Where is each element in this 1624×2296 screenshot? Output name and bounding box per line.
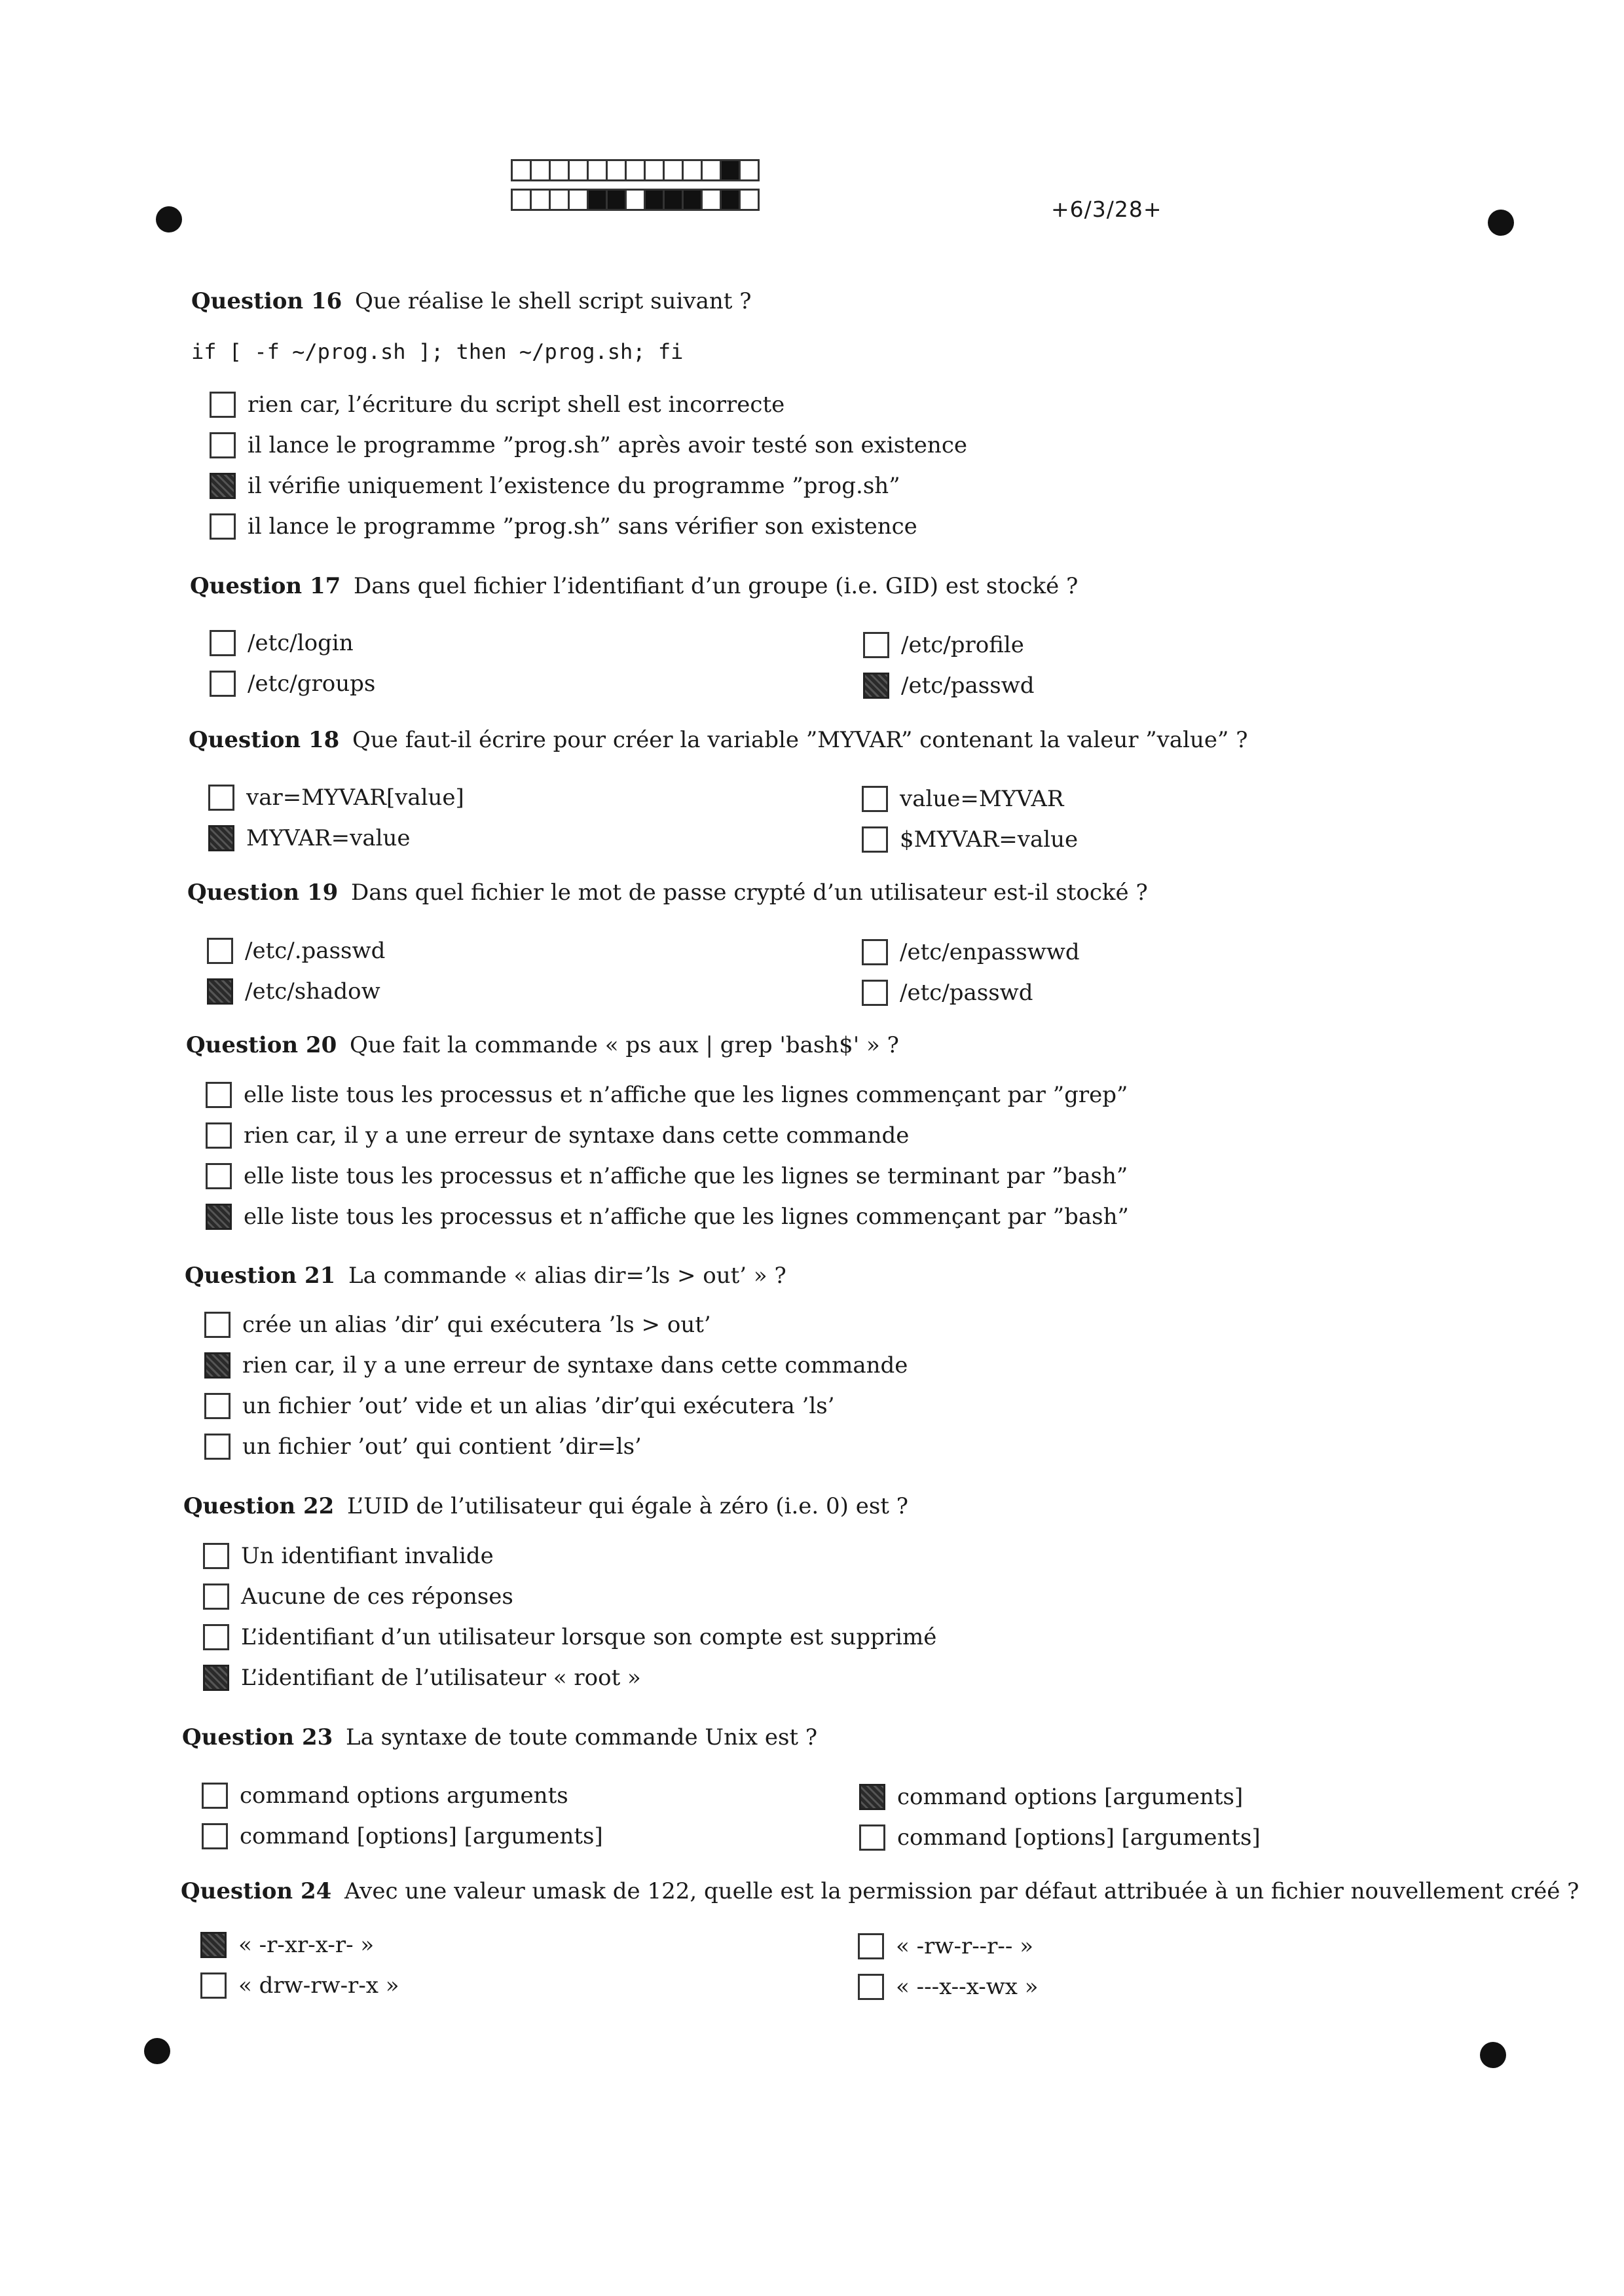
- barcode-cell: [701, 189, 722, 211]
- option-label: un fichier ’out’ vide et un alias ’dir’qui exécutera ’ls’: [242, 1393, 835, 1419]
- option-label: un fichier ’out’ qui contient ’dir=ls’: [242, 1434, 642, 1460]
- question-number: Question 22: [183, 1493, 335, 1519]
- barcode-row-2: [511, 189, 758, 211]
- checkbox[interactable]: [203, 1665, 229, 1691]
- question-number: Question 23: [182, 1724, 333, 1750]
- barcode-cell: [606, 159, 627, 181]
- checkbox[interactable]: [202, 1783, 228, 1809]
- question-20-option-2[interactable]: [206, 1122, 909, 1149]
- question-number: Question 20: [186, 1032, 337, 1058]
- question-21-option-3[interactable]: [204, 1393, 835, 1419]
- option-label: rien car, il y a une erreur de syntaxe dans cette commande: [242, 1352, 908, 1379]
- question-16-code: if [ -f ~/prog.sh ]; then ~/prog.sh; fi: [191, 339, 684, 364]
- question-22-option-4[interactable]: [203, 1665, 641, 1691]
- corner-marker-top-left: [156, 206, 182, 232]
- checkbox[interactable]: [200, 1932, 227, 1958]
- option-label: L’identifiant d’un utilisateur lorsque son compte est supprimé: [241, 1624, 937, 1650]
- question-21-option-4[interactable]: [204, 1434, 642, 1460]
- option-label: rien car, il y a une erreur de syntaxe dans cette commande: [244, 1122, 910, 1149]
- question-21-title: [185, 1263, 786, 1289]
- question-23-title: [182, 1724, 817, 1750]
- question-19-option-3[interactable]: [862, 939, 1080, 965]
- question-text: La commande « alias dir=’ls > out’ » ?: [348, 1263, 786, 1289]
- question-number: Question 19: [187, 880, 339, 906]
- checkbox[interactable]: [862, 980, 888, 1006]
- barcode-cell: [530, 189, 551, 211]
- checkbox[interactable]: [206, 1122, 232, 1149]
- barcode-cell: [663, 159, 684, 181]
- question-number: Question 17: [190, 573, 341, 599]
- option-label: /etc/profile: [901, 632, 1024, 658]
- question-22-option-3[interactable]: [203, 1624, 936, 1650]
- checkbox[interactable]: [202, 1823, 228, 1849]
- checkbox[interactable]: [210, 473, 236, 499]
- question-16-title: [191, 288, 751, 314]
- question-23-option-3[interactable]: [859, 1784, 1243, 1810]
- question-23-option-4[interactable]: [859, 1824, 1261, 1851]
- question-17-option-4[interactable]: [863, 673, 1035, 699]
- question-number: Question 21: [185, 1263, 336, 1289]
- barcode-cell: [701, 159, 722, 181]
- checkbox[interactable]: [204, 1352, 231, 1379]
- question-17-option-3[interactable]: [863, 632, 1024, 658]
- checkbox[interactable]: [203, 1583, 229, 1610]
- option-label: il lance le programme ”prog.sh” sans vérifier son existence: [248, 513, 917, 540]
- barcode-cell: [682, 159, 703, 181]
- barcode-cell: [663, 189, 684, 211]
- option-label: crée un alias ’dir’ qui exécutera ’ls > out’: [242, 1312, 711, 1338]
- question-20-title: [186, 1032, 899, 1058]
- checkbox[interactable]: [203, 1543, 229, 1569]
- checkbox[interactable]: [204, 1312, 231, 1338]
- option-label: command options arguments: [240, 1783, 568, 1809]
- barcode-cell: [682, 189, 703, 211]
- question-text: Que réalise le shell script suivant ?: [355, 288, 752, 314]
- checkbox[interactable]: [207, 938, 233, 964]
- barcode-cell: [739, 189, 760, 211]
- question-17-title: [190, 573, 1078, 599]
- barcode-cell: [549, 189, 570, 211]
- question-text: L’UID de l’utilisateur qui égale à zéro (i.e. 0) est ?: [347, 1493, 909, 1519]
- question-24-option-4[interactable]: [858, 1974, 1039, 2000]
- checkbox[interactable]: [206, 1082, 232, 1108]
- barcode-cell: [606, 189, 627, 211]
- checkbox[interactable]: [858, 1974, 884, 2000]
- option-label: L’identifiant de l’utilisateur « root »: [241, 1665, 641, 1691]
- question-23-option-1[interactable]: [202, 1783, 568, 1809]
- question-22-option-2[interactable]: [203, 1583, 513, 1610]
- question-number: Question 24: [181, 1878, 332, 1904]
- option-label: elle liste tous les processus et n’affiche que les lignes commençant par ”bash”: [244, 1204, 1129, 1230]
- barcode-cell: [511, 189, 532, 211]
- barcode-cell: [511, 159, 532, 181]
- question-text: Que faut-il écrire pour créer la variable ”MYVAR” contenant la valeur ”value” ?: [352, 727, 1248, 753]
- option-label: /etc/login: [248, 630, 354, 656]
- question-19-option-4[interactable]: [862, 980, 1033, 1006]
- question-number: Question 16: [191, 288, 342, 314]
- question-text: Dans quel fichier l’identifiant d’un groupe (i.e. GID) est stocké ?: [354, 573, 1079, 599]
- option-label: command [options] [arguments]: [897, 1824, 1261, 1851]
- question-20-option-4[interactable]: [206, 1204, 1129, 1230]
- checkbox[interactable]: [210, 392, 236, 418]
- question-18-option-2[interactable]: [208, 825, 411, 851]
- checkbox[interactable]: [863, 673, 889, 699]
- question-22-title: [183, 1493, 908, 1519]
- barcode-cell: [720, 189, 741, 211]
- option-label: « -r-xr-x-r- »: [238, 1932, 375, 1958]
- barcode-cell: [587, 189, 608, 211]
- checkbox[interactable]: [210, 630, 236, 656]
- option-label: il lance le programme ”prog.sh” après avoir testé son existence: [248, 432, 967, 458]
- barcode-cell: [644, 189, 665, 211]
- option-label: Un identifiant invalide: [241, 1543, 494, 1569]
- option-label: « drw-rw-r-x »: [238, 1972, 399, 1999]
- question-18-option-4[interactable]: [862, 826, 1078, 853]
- option-label: il vérifie uniquement l’existence du programme ”prog.sh”: [248, 473, 900, 499]
- barcode-cell: [587, 159, 608, 181]
- question-16-option-4[interactable]: [210, 513, 917, 540]
- barcode-row-1: [511, 159, 758, 181]
- option-label: command [options] [arguments]: [240, 1823, 603, 1849]
- barcode-cell: [644, 159, 665, 181]
- barcode-cell: [625, 159, 646, 181]
- option-label: « -rw-r--r-- »: [896, 1933, 1034, 1959]
- corner-marker-top-right: [1488, 210, 1514, 236]
- option-label: /etc/passwd: [901, 673, 1035, 699]
- question-21-option-1[interactable]: [204, 1312, 711, 1338]
- question-19-title: [187, 880, 1148, 906]
- question-19-option-2[interactable]: [207, 978, 380, 1005]
- checkbox[interactable]: [206, 1163, 232, 1189]
- question-text: La syntaxe de toute commande Unix est ?: [346, 1724, 818, 1750]
- question-16-option-2[interactable]: [210, 432, 967, 458]
- checkbox[interactable]: [863, 632, 889, 658]
- checkbox[interactable]: [859, 1824, 885, 1851]
- option-label: /etc/shadow: [245, 978, 380, 1005]
- option-label: Aucune de ces réponses: [241, 1583, 513, 1610]
- question-number: Question 18: [189, 727, 340, 753]
- question-16-option-3[interactable]: [210, 473, 900, 499]
- option-label: /etc/.passwd: [245, 938, 386, 964]
- barcode-cell: [720, 159, 741, 181]
- question-17-option-2[interactable]: [210, 671, 375, 697]
- checkbox[interactable]: [859, 1784, 885, 1810]
- question-text: Avec une valeur umask de 122, quelle est la permission par défaut attribuée à un fichier nouvellement créé ?: [344, 1878, 1579, 1904]
- question-18-title: [189, 727, 1247, 753]
- question-22-option-1[interactable]: [203, 1543, 494, 1569]
- option-label: /etc/enpasswwd: [900, 939, 1080, 965]
- question-24-title: [181, 1878, 1579, 1904]
- question-text: Que fait la commande « ps aux | grep 'bash$' » ?: [350, 1032, 899, 1058]
- checkbox[interactable]: [210, 432, 236, 458]
- question-21-option-2[interactable]: [204, 1352, 908, 1379]
- question-18-option-3[interactable]: [862, 786, 1064, 812]
- option-label: « ---x--x-wx »: [896, 1974, 1039, 2000]
- question-19-option-1[interactable]: [207, 938, 385, 964]
- option-label: $MYVAR=value: [900, 826, 1079, 853]
- question-23-option-2[interactable]: [202, 1823, 603, 1849]
- barcode-cell: [568, 159, 589, 181]
- barcode-cell: [568, 189, 589, 211]
- question-24-option-3[interactable]: [858, 1933, 1033, 1959]
- question-20-option-3[interactable]: [206, 1163, 1128, 1189]
- checkbox[interactable]: [203, 1624, 229, 1650]
- checkbox[interactable]: [208, 785, 234, 811]
- question-24-option-1[interactable]: [200, 1932, 374, 1958]
- checkbox[interactable]: [206, 1204, 232, 1230]
- checkbox[interactable]: [200, 1972, 227, 1999]
- checkbox[interactable]: [208, 825, 234, 851]
- corner-marker-bottom-left: [144, 2038, 170, 2064]
- barcode-cell: [625, 189, 646, 211]
- question-text: Dans quel fichier le mot de passe crypté d’un utilisateur est-il stocké ?: [351, 880, 1148, 906]
- option-label: MYVAR=value: [246, 825, 411, 851]
- checkbox[interactable]: [210, 671, 236, 697]
- checkbox[interactable]: [858, 1933, 884, 1959]
- checkbox[interactable]: [862, 939, 888, 965]
- barcode-cell: [530, 159, 551, 181]
- page-identifier: +6/3/28+: [1051, 196, 1162, 222]
- question-17-option-1[interactable]: [210, 630, 354, 656]
- corner-marker-bottom-right: [1480, 2042, 1506, 2068]
- checkbox[interactable]: [862, 826, 888, 853]
- option-label: /etc/passwd: [900, 980, 1033, 1006]
- option-label: elle liste tous les processus et n’affiche que les lignes commençant par ”grep”: [244, 1082, 1128, 1108]
- question-16-option-1[interactable]: [210, 392, 784, 418]
- checkbox[interactable]: [204, 1434, 231, 1460]
- checkbox[interactable]: [210, 513, 236, 540]
- question-20-option-1[interactable]: [206, 1082, 1128, 1108]
- option-label: var=MYVAR[value]: [246, 785, 464, 811]
- barcode-cell: [549, 159, 570, 181]
- checkbox[interactable]: [862, 786, 888, 812]
- checkbox[interactable]: [204, 1393, 231, 1419]
- question-18-option-1[interactable]: [208, 785, 464, 811]
- option-label: elle liste tous les processus et n’affiche que les lignes se terminant par ”bash”: [244, 1163, 1128, 1189]
- option-label: command options [arguments]: [897, 1784, 1244, 1810]
- option-label: rien car, l’écriture du script shell est incorrecte: [248, 392, 785, 418]
- question-24-option-2[interactable]: [200, 1972, 399, 1999]
- option-label: /etc/groups: [248, 671, 376, 697]
- barcode-cell: [739, 159, 760, 181]
- option-label: value=MYVAR: [900, 786, 1064, 812]
- checkbox[interactable]: [207, 978, 233, 1005]
